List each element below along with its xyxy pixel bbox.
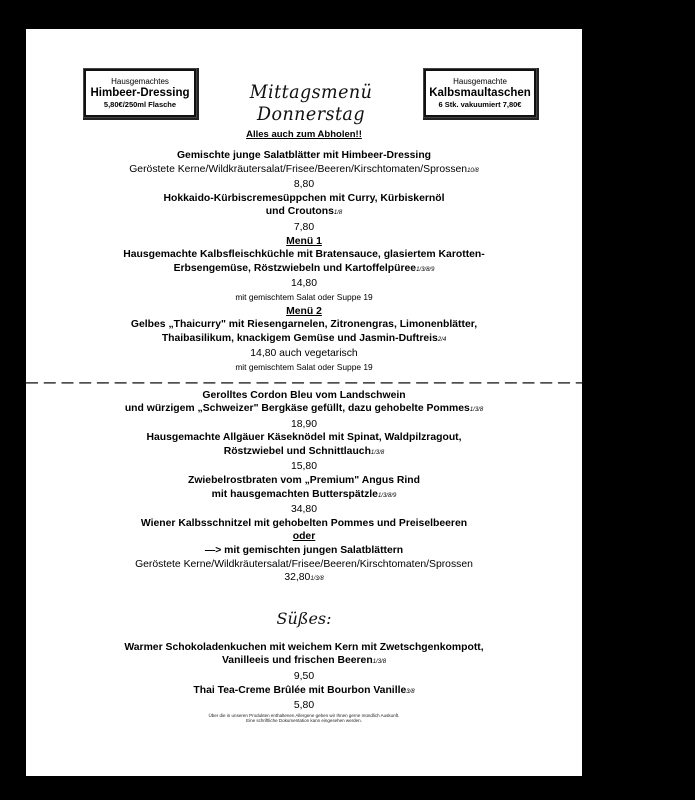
wiener-line1: Wiener Kalbsschnitzel mit gehobelten Pommes und Preiselbeeren	[140, 517, 468, 529]
wiener-line2: —> mit gemischten jungen Salatblättern	[204, 545, 404, 557]
soup-title-1: Hokkaido-Kürbiscremesüppchen mit Curry, Kürbiskernöl	[163, 192, 445, 204]
wiener-desc: Geröstete Kerne/Wildkräutersalat/Frisee/Beeren/Kirschtomaten/Sprossen	[135, 558, 473, 570]
menu2-line2: Thaibasilikum, knackigem Gemüse und Jasmin-Duftreis2/4	[161, 332, 447, 344]
salad-title: Gemischte junge Salatblätter mit Himbeer-Dressing	[176, 150, 432, 161]
menu-page	[26, 29, 695, 776]
knoedel-footnote: 1/3/8	[370, 449, 385, 456]
wiener-oder: oder	[292, 531, 316, 543]
rost-footnote: 1/3/8/9	[377, 492, 397, 499]
choc-line2: Vanilleeis und frischen Beeren1/3/8	[221, 655, 387, 667]
menu2-line1: Gelbes „Thaicurry" mit Riesengarnelen, Zitronengras, Limonenblätter,	[130, 319, 478, 331]
menu2-footnote: 2/4	[437, 336, 447, 343]
menu1-price: 14,80	[290, 278, 317, 290]
cordon-price: 18,90	[290, 418, 317, 430]
cordon-footnote: 1/3/8	[469, 407, 484, 414]
wiener-price: 32,801/3/8	[284, 572, 324, 584]
menu1-note: mit gemischtem Salat oder Suppe 19	[235, 291, 373, 302]
knoedel-price: 15,80	[290, 461, 317, 473]
page-title: Mittagsmenü Donnerstag	[249, 81, 373, 125]
knoedel-line1: Hausgemachte Allgäuer Käseknödel mit Spinat, Waldpilzragout,	[146, 432, 462, 444]
allergen-footer-2: Eine schriftliche Dokumentation kann eingesehen werden.	[246, 718, 362, 724]
rost-line2: mit hausgemachten Butterspätzle1/3/8/9	[211, 488, 397, 500]
right-box-line2: Kalbsmaultaschen	[429, 87, 531, 99]
allergen-footer-1: Über die in unseren Produkten enthaltenen Allergene geben wir Ihnen gerne mündlich Auskunft.	[208, 712, 400, 718]
thai-title: Thai Tea-Creme Brûlée mit Bourbon Vanille3/8	[193, 684, 415, 696]
cordon-line2: und würzigem „Schweizer" Bergkäse gefüllt, dazu gehobelte Pommes1/3/8	[124, 403, 484, 415]
rost-price: 34,80	[290, 504, 317, 516]
thai-footnote: 3/8	[406, 688, 415, 695]
thai-price: 5,80	[293, 700, 315, 712]
left-box-line1: Hausgemachtes	[111, 77, 169, 86]
wiener-footnote: 1/3/8	[310, 576, 324, 583]
raspberry-dressing-box	[84, 69, 196, 117]
maultaschen-box	[424, 69, 536, 117]
choc-footnote: 1/3/8	[372, 659, 387, 666]
menu1-footnote: 1/3/8/9	[416, 266, 435, 273]
right-box-line1: Hausgemachte	[453, 77, 507, 86]
cordon-line1: Gerolltes Cordon Bleu vom Landschwein	[202, 389, 406, 401]
menu2-note: mit gemischtem Salat oder Suppe 19	[235, 361, 373, 372]
salad-footnote: 10/8	[467, 167, 479, 174]
dessert-heading: Süßes:	[276, 608, 332, 628]
menu1-line1: Hausgemachte Kalbsfleischküchle mit Bratensauce, glasiertem Karotten-	[123, 249, 485, 261]
right-box-line3: 6 Stk. vakuumiert 7,80€	[438, 100, 522, 109]
salad-price: 8,80	[293, 179, 315, 191]
menu1-line2: Erbsengemüse, Röstzwiebeln und Kartoffelpüree1/3/8/9	[173, 262, 435, 274]
soup-footnote: 1/8	[333, 210, 343, 217]
left-box-line3: 5,80€/250ml Flasche	[103, 100, 177, 109]
choc-price: 9,50	[293, 671, 315, 682]
soup-title-2: und Croutons1/8	[265, 206, 343, 218]
menu-content	[26, 128, 695, 724]
menu2-label: Menü 2	[286, 305, 322, 317]
knoedel-line2: Röstzwiebel und Schnittlauch1/3/8	[223, 445, 385, 457]
takeaway-note: Alles auch zum Abholen!!	[246, 129, 362, 140]
soup-price: 7,80	[293, 221, 315, 233]
rost-line1: Zwiebelrostbraten vom „Premium" Angus Rind	[187, 475, 420, 487]
menu1-label: Menü 1	[286, 235, 322, 247]
salad-desc: Geröstete Kerne/Wildkräutersalat/Frisee/Beeren/Kirschtomaten/Sprossen10/8	[129, 163, 479, 175]
menu2-price: 14,80 auch vegetarisch	[250, 348, 358, 360]
section-divider: — — — — — — — — — — — — — — — — — — — — — — — — — — — — — — — — — — — — — —	[26, 374, 695, 389]
choc-line1: Warmer Schokoladenkuchen mit weichem Kern mit Zwetschgenkompott,	[124, 641, 484, 653]
left-box-line2: Himbeer-Dressing	[90, 87, 190, 99]
